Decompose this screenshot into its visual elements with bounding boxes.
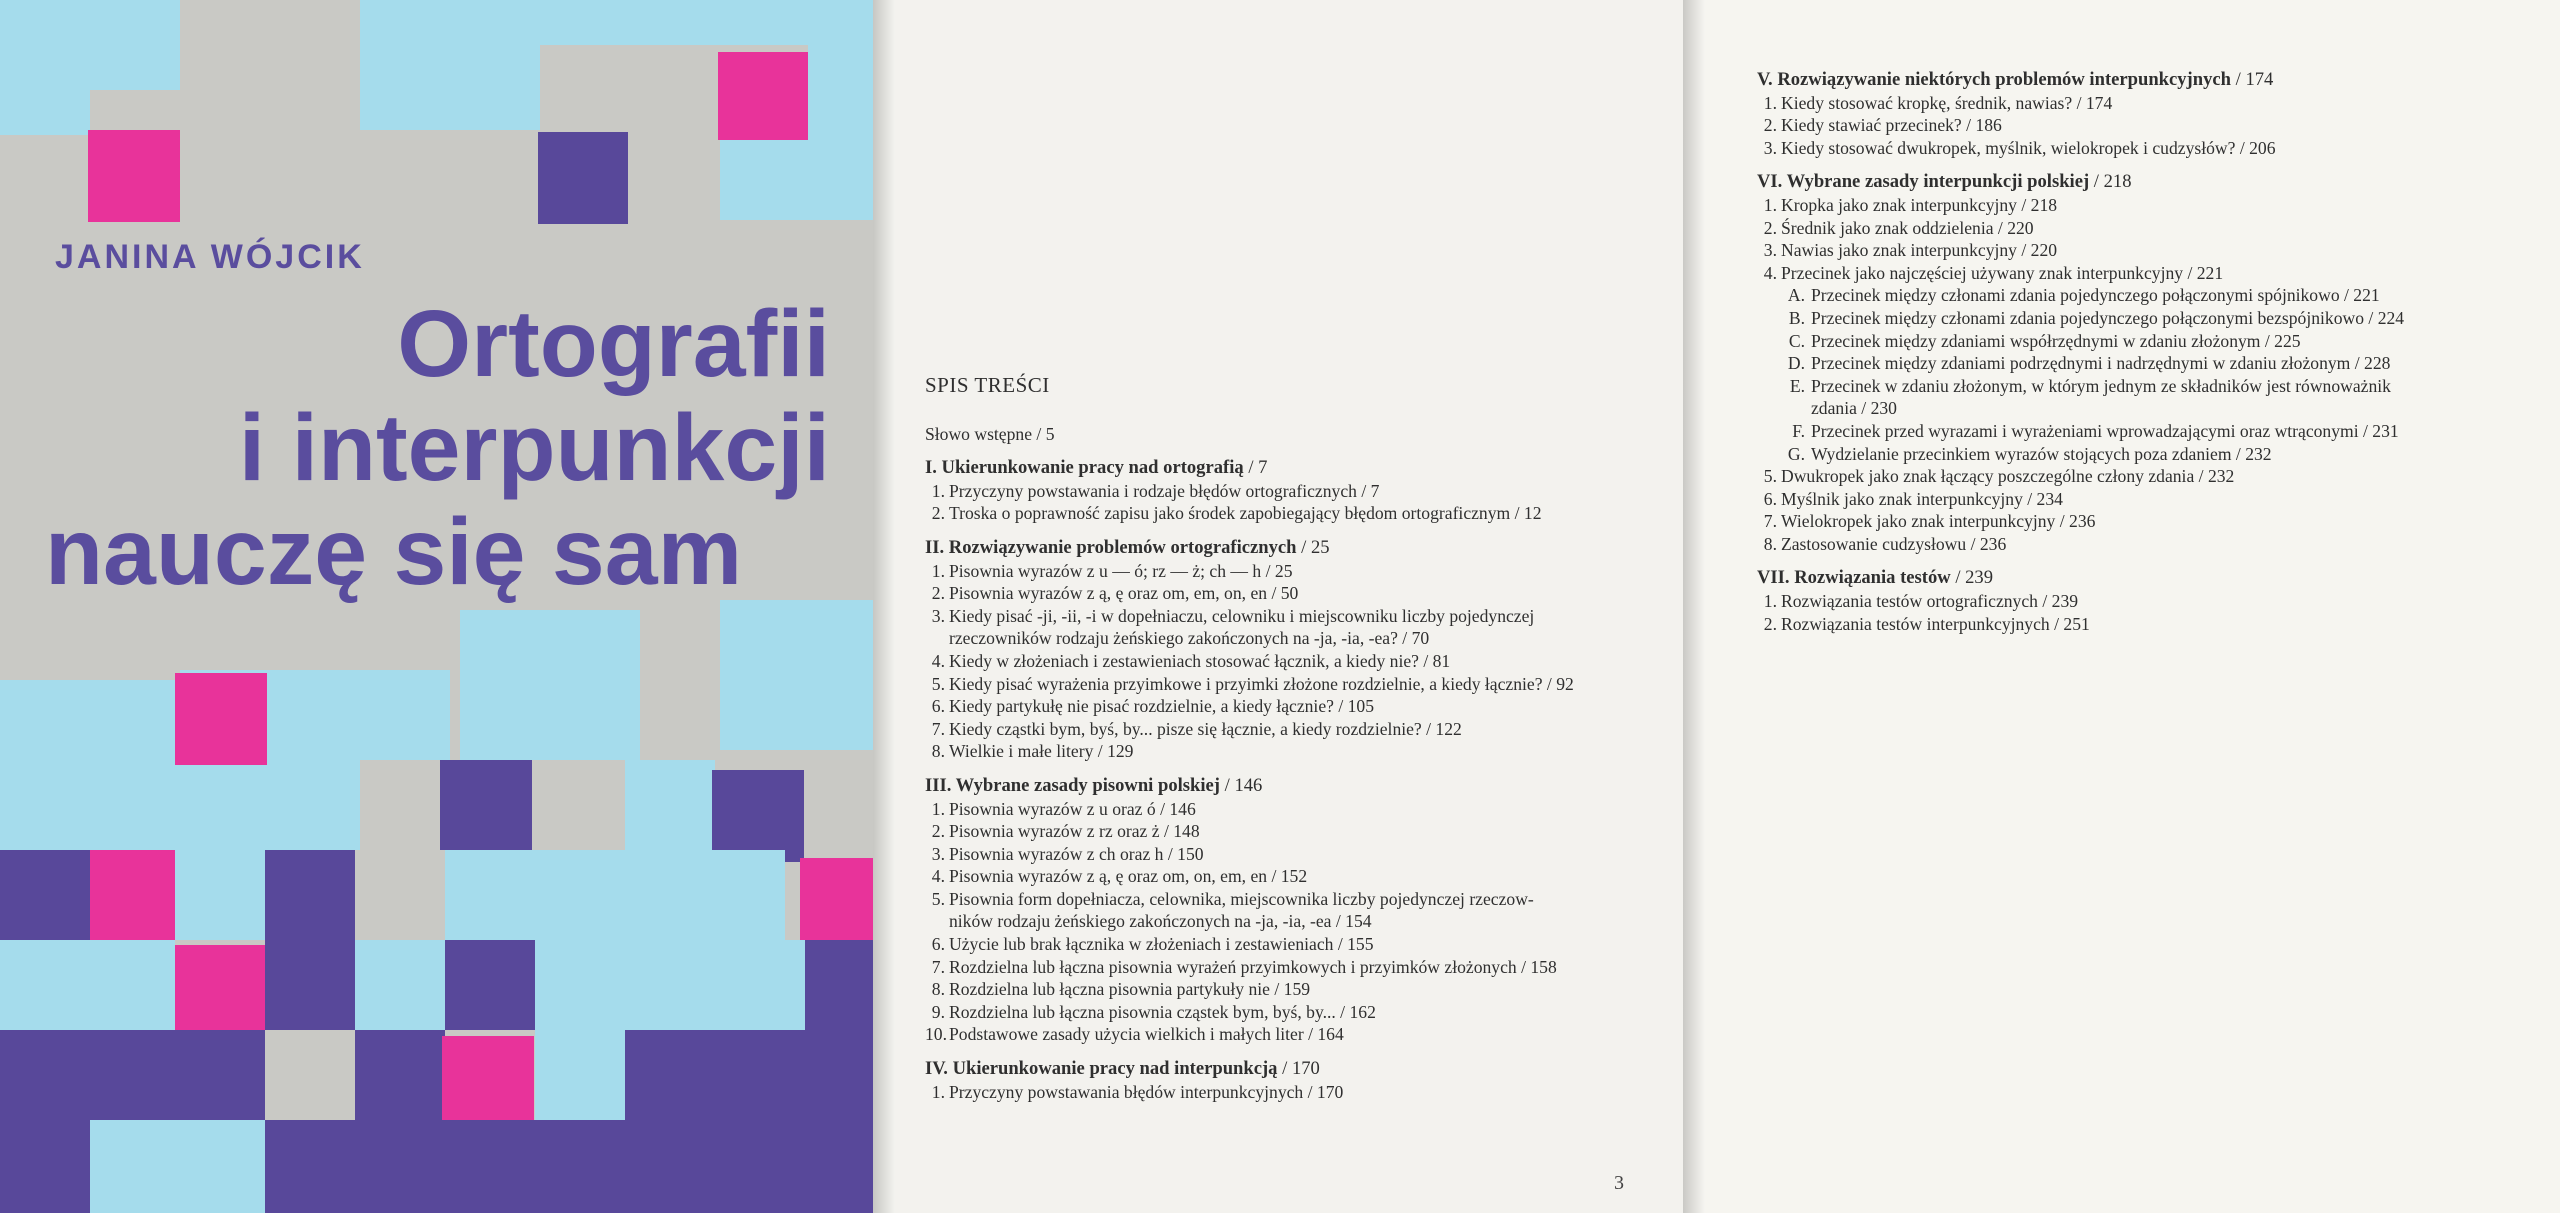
page-number: 3 — [1614, 1172, 1624, 1194]
toc-heading: SPIS TREŚCI — [925, 373, 1050, 397]
toc-section-title — [1757, 69, 2404, 92]
toc-entry-number: 4. — [931, 650, 945, 671]
cover-tile — [460, 610, 640, 760]
toc-entry — [1757, 352, 2404, 375]
toc-entry — [1757, 375, 2404, 398]
toc-intro-entry: Słowo wstępne / 5 — [925, 423, 1055, 444]
toc-entry-number: 2. — [1763, 115, 1777, 136]
toc-entry — [925, 695, 1574, 718]
toc-entry — [925, 1023, 1574, 1046]
toc-page-left — [873, 0, 1683, 1213]
cover-tile — [355, 1030, 445, 1120]
toc-entry-text: Użycie lub brak łącznika w złożeniach i zestawieniach / 155 — [949, 934, 1374, 955]
toc-entry-continuation — [925, 910, 1574, 933]
cover-tile — [270, 760, 360, 850]
cover-tile — [535, 1030, 625, 1120]
toc-entry-text: Średnik jako znak oddzielenia / 220 — [1781, 217, 2034, 238]
toc-entry-number: 6. — [931, 934, 945, 955]
toc-entry-text: Rozdzielna lub łączna pisownia cząstek bym, byś, by... / 162 — [949, 1001, 1376, 1022]
toc-entry-text: Kiedy partykułę nie pisać rozdzielnie, a kiedy łącznie? / 105 — [949, 696, 1375, 717]
toc-entry — [925, 888, 1574, 911]
cover-tile — [625, 850, 785, 940]
toc-entry — [925, 798, 1574, 821]
toc-section-title — [925, 537, 1574, 560]
cover-tile — [535, 940, 625, 1030]
cover-tile — [355, 940, 445, 1030]
toc-entry-number: 5. — [931, 888, 945, 909]
toc-entry-number: 3. — [1763, 240, 1777, 261]
toc-section-title — [1757, 171, 2404, 194]
toc-entry-text: Wielokropek jako znak interpunkcyjny / 236 — [1781, 511, 2096, 532]
toc-entry-text: Zastosowanie cudzysłowu / 236 — [1781, 533, 2007, 554]
toc-entry — [1757, 114, 2404, 137]
toc-entry — [925, 560, 1574, 583]
cover-tile — [175, 673, 267, 765]
cover-tile — [720, 140, 873, 220]
toc-entry-number: B. — [1788, 307, 1805, 328]
toc-entry — [1757, 465, 2404, 488]
cover-tile — [535, 760, 625, 850]
toc-entry — [925, 650, 1574, 673]
toc-entry-number: 1. — [931, 798, 945, 819]
cover-tile — [265, 940, 355, 1030]
toc-entry-continuation-text: zdania / 230 — [1811, 398, 1897, 419]
toc-entry-number: 2. — [1763, 217, 1777, 238]
toc-entry-number: 10. — [925, 1024, 947, 1045]
toc-entry-number: 2. — [931, 503, 945, 524]
cover-tile — [625, 1030, 873, 1120]
toc-entry — [925, 1001, 1574, 1024]
toc-entry-number: 9. — [931, 1001, 945, 1022]
toc-entry — [925, 1081, 1574, 1104]
toc-entry-continuation-text: rzeczowników rodzaju żeńskiego zakończonych na -ja, -ia, -ea? / 70 — [949, 628, 1430, 649]
toc-section-page: / 170 — [1277, 1058, 1320, 1080]
toc-entry-text: Pisownia wyrazów z u — ó; rz — ż; ch — h / 25 — [949, 560, 1293, 581]
cover-tile — [180, 0, 360, 45]
toc-entry — [1757, 590, 2404, 613]
toc-section-page: / 146 — [1220, 774, 1263, 796]
toc-entry — [925, 480, 1574, 503]
toc-entry-number: 5. — [1763, 466, 1777, 487]
cover-author: JANINA WÓJCIK — [55, 238, 365, 276]
toc-entry-text: Kiedy pisać -ji, -ii, -i w dopełniaczu, celowniku i miejscowniku liczby pojedynczej — [949, 605, 1535, 626]
toc-section-title — [925, 1058, 1574, 1081]
toc-entry-number: 1. — [1763, 92, 1777, 113]
toc-entry-text: Pisownia wyrazów z rz oraz ż / 148 — [949, 821, 1200, 842]
table-of-contents-part-1 — [925, 374, 1574, 1103]
cover-tile — [88, 130, 180, 222]
toc-entry — [1757, 92, 2404, 115]
toc-section-page: / 25 — [1296, 536, 1330, 558]
cover-tile — [442, 1036, 534, 1128]
cover-title-line-2: i interpunkcji — [238, 395, 830, 501]
toc-entry — [1757, 284, 2404, 307]
toc-entry-text: Przyczyny powstawania i rodzaje błędów ortograficznych / 7 — [949, 480, 1380, 501]
toc-entry — [1757, 239, 2404, 262]
toc-section-title — [925, 457, 1574, 480]
toc-entry-continuation — [925, 627, 1574, 650]
cover-tile — [445, 850, 625, 940]
toc-entry-number: 8. — [931, 741, 945, 762]
cover-tile — [175, 1030, 265, 1120]
cover-tile — [0, 1030, 175, 1120]
toc-entry — [1757, 510, 2404, 533]
cover-tile — [0, 850, 90, 940]
toc-section-title-text: III. Wybrane zasady pisowni polskiej — [925, 774, 1220, 796]
toc-entry-text: Rozwiązania testów interpunkcyjnych / 251 — [1781, 613, 2090, 634]
cover-tile — [355, 850, 445, 940]
toc-section-page: / 174 — [2230, 69, 2274, 90]
toc-entry — [1757, 137, 2404, 160]
toc-entry-text: Wydzielanie przecinkiem wyrazów stojących poza zdaniem / 232 — [1811, 443, 2272, 464]
cover-tile — [360, 45, 540, 130]
cover-tile — [90, 850, 175, 940]
toc-entry-text: Dwukropek jako znak łączący poszczególne człony zdania / 232 — [1781, 466, 2235, 487]
toc-entry-text: Przecinek przed wyrazami i wyrażeniami wprowadzającymi oraz wtrąconymi / 231 — [1811, 420, 2399, 441]
toc-section-title — [1757, 567, 2404, 590]
toc-entry-text: Kropka jako znak interpunkcyjny / 218 — [1781, 194, 2058, 215]
toc-entry — [1757, 262, 2404, 285]
cover-tile — [175, 945, 265, 1035]
cover-title — [30, 292, 830, 604]
toc-entry-text: Kiedy stawiać przecinek? / 186 — [1781, 115, 2002, 136]
toc-entry-text: Przecinek w zdaniu złożonym, w którym jednym ze składników jest równoważnik — [1811, 375, 2391, 396]
toc-entry-number: 7. — [931, 718, 945, 739]
toc-section-title-text: V. Rozwiązywanie niektórych problemów interpunkcyjnych — [1757, 69, 2231, 90]
toc-entry-number: 4. — [1763, 262, 1777, 283]
toc-section-page: / 7 — [1243, 457, 1268, 479]
toc-entry-text: Kiedy w złożeniach i zestawieniach stosować łącznik, a kiedy nie? / 81 — [949, 650, 1451, 671]
cover-tile — [360, 760, 450, 850]
toc-entry-number: 3. — [1763, 137, 1777, 158]
toc-entry-number: 5. — [931, 673, 945, 694]
toc-entry-number: A. — [1787, 285, 1805, 306]
toc-entry-number: F. — [1792, 420, 1805, 441]
cover-title-line-3: nauczę się sam — [45, 499, 743, 605]
toc-entry — [925, 865, 1574, 888]
toc-entry-continuation — [1757, 397, 2404, 420]
cover-tile — [265, 1032, 355, 1124]
toc-entry-text: Myślnik jako znak interpunkcyjny / 234 — [1781, 488, 2063, 509]
toc-entry-text: Pisownia form dopełniacza, celownika, miejscownika liczby pojedynczej rzeczow- — [949, 888, 1534, 909]
cover-tile — [445, 940, 535, 1030]
table-of-contents-part-2 — [1757, 57, 2404, 635]
toc-entry-number: 1. — [1763, 194, 1777, 215]
toc-entry-text: Podstawowe zasady użycia wielkich i małych liter / 164 — [949, 1024, 1344, 1045]
toc-entry — [1757, 443, 2404, 466]
toc-entry-text: Kiedy stosować kropkę, średnik, nawias? / 174 — [1781, 92, 2113, 113]
toc-entry-text: Pisownia wyrazów z ą, ę oraz om, on, em, en / 152 — [949, 866, 1308, 887]
cover-tile — [625, 940, 805, 1030]
cover-tile — [265, 850, 355, 940]
book-cover — [0, 0, 873, 1213]
toc-section-title-text: VII. Rozwiązania testów — [1757, 567, 1951, 589]
toc-entry-number: 2. — [1763, 613, 1777, 634]
cover-tile — [538, 132, 628, 224]
toc-entry — [925, 605, 1574, 628]
cover-tile — [90, 1120, 270, 1213]
toc-entry-text: Pisownia wyrazów z ą, ę oraz om, em, on, en / 50 — [949, 583, 1299, 604]
toc-entry-text: Kiedy cząstki bym, byś, by... pisze się łącznie, a kiedy rozdzielnie? / 122 — [949, 718, 1462, 739]
toc-entry-text: Przecinek między zdaniami współrzędnymi w zdaniu złożonym / 225 — [1811, 330, 2301, 351]
toc-entry — [925, 956, 1574, 979]
toc-entry — [1757, 307, 2404, 330]
toc-section-page: / 218 — [2089, 171, 2132, 193]
toc-entry-number: 2. — [931, 821, 945, 842]
toc-entry — [925, 933, 1574, 956]
cover-tile — [440, 760, 532, 852]
toc-entry — [1757, 488, 2404, 511]
toc-entry-number: E. — [1789, 375, 1805, 396]
toc-entry-number: 1. — [931, 1081, 945, 1102]
toc-sections-right — [1757, 69, 2404, 635]
toc-entry — [925, 740, 1574, 763]
toc-section-title-text: II. Rozwiązywanie problemów ortograficznych — [925, 536, 1297, 558]
toc-entry-text: Przecinek między członami zdania pojedynczego połączonymi spójnikowo / 221 — [1811, 285, 2380, 306]
toc-entry-number: 2. — [931, 583, 945, 604]
toc-entry-number: 7. — [1763, 511, 1777, 532]
toc-entry-number: 1. — [931, 480, 945, 501]
toc-entry-number: 3. — [931, 605, 945, 626]
toc-page-right — [1683, 0, 2560, 1213]
toc-entry-text: Troska o poprawność zapisu jako środek zapobiegający błędom ortograficznym / 12 — [949, 503, 1542, 524]
cover-tile — [0, 680, 180, 850]
toc-section-title — [925, 775, 1574, 798]
toc-entry — [925, 820, 1574, 843]
cover-tile — [0, 45, 90, 135]
cover-tile — [0, 940, 175, 1035]
toc-entry — [925, 978, 1574, 1001]
toc-entry — [1757, 533, 2404, 556]
cover-tile — [718, 52, 808, 140]
toc-entry-continuation-text: ników rodzaju żeńskiego zakończonych na -ja, -ia, -ea / 154 — [949, 911, 1372, 932]
toc-entry-text: Pisownia wyrazów z u oraz ó / 146 — [949, 798, 1196, 819]
cover-tile — [625, 760, 715, 850]
toc-entry-text: Kiedy stosować dwukropek, myślnik, wielokropek i cudzysłów? / 206 — [1781, 137, 2276, 158]
toc-entry-number: 6. — [931, 696, 945, 717]
toc-entry-number: G. — [1787, 443, 1805, 464]
toc-entry-number: 3. — [931, 843, 945, 864]
cover-tile — [540, 0, 720, 45]
toc-entry-number: 7. — [931, 956, 945, 977]
cover-tile — [712, 770, 804, 862]
toc-entry-text: Rozdzielna lub łączna pisownia partykuły nie / 159 — [949, 979, 1311, 1000]
toc-entry — [1757, 217, 2404, 240]
toc-entry-text: Przecinek jako najczęściej używany znak interpunkcyjny / 221 — [1781, 262, 2224, 283]
cover-tile — [175, 850, 265, 940]
cover-tile — [720, 600, 873, 750]
toc-section-title-text: IV. Ukierunkowanie pracy nad interpunkcją — [925, 1058, 1278, 1080]
page-gutter-shadow — [873, 0, 895, 1213]
toc-entry — [925, 673, 1574, 696]
toc-entry-text: Kiedy pisać wyrażenia przyimkowe i przyimki złożone rozdzielnie, a kiedy łącznie? / 92 — [949, 673, 1574, 694]
toc-entry — [1757, 330, 2404, 353]
cover-title-line-1: Ortografii — [397, 291, 830, 397]
toc-section-title-text: I. Ukierunkowanie pracy nad ortografią — [925, 457, 1244, 479]
page-gutter-shadow — [1683, 0, 1705, 1213]
toc-entry — [925, 718, 1574, 741]
toc-section-title-text: VI. Wybrane zasady interpunkcji polskiej — [1757, 171, 2090, 193]
toc-entry-text: Przecinek między członami zdania pojedynczego połączonymi bezspójnikowo / 224 — [1811, 307, 2405, 328]
toc-entry-number: 8. — [1763, 533, 1777, 554]
toc-entry-text: Wielkie i małe litery / 129 — [949, 741, 1134, 762]
toc-entry-text: Przyczyny powstawania błędów interpunkcyjnych / 170 — [949, 1081, 1344, 1102]
toc-entry-number: 6. — [1763, 488, 1777, 509]
toc-sections-left — [925, 457, 1574, 1103]
toc-entry-number: 1. — [1763, 591, 1777, 612]
toc-entry-number: 1. — [931, 560, 945, 581]
toc-entry-text: Przecinek między zdaniami podrzędnymi i nadrzędnymi w zdaniu złożonym / 228 — [1811, 353, 2391, 374]
toc-entry — [925, 582, 1574, 605]
toc-entry — [925, 502, 1574, 525]
toc-entry — [925, 843, 1574, 866]
toc-entry — [1757, 194, 2404, 217]
toc-entry-number: D. — [1787, 353, 1805, 374]
cover-tile — [800, 858, 873, 948]
toc-entry-text: Rozdzielna lub łączna pisownia wyrażeń przyimkowych i przyimków złożonych / 158 — [949, 956, 1557, 977]
toc-entry — [1757, 420, 2404, 443]
toc-entry-text: Pisownia wyrazów z ch oraz h / 150 — [949, 843, 1204, 864]
toc-entry-number: 4. — [931, 866, 945, 887]
toc-section-page: / 239 — [1950, 567, 1994, 589]
toc-entry-text: Nawias jako znak interpunkcyjny / 220 — [1781, 240, 2058, 261]
toc-entry-number: 8. — [931, 979, 945, 1000]
toc-entry — [1757, 613, 2404, 636]
toc-entry-text: Rozwiązania testów ortograficznych / 239 — [1781, 591, 2079, 612]
cover-tile — [808, 0, 873, 140]
cover-tile — [805, 940, 873, 1030]
toc-entry-number: C. — [1788, 330, 1805, 351]
cover-tile — [265, 1120, 355, 1213]
